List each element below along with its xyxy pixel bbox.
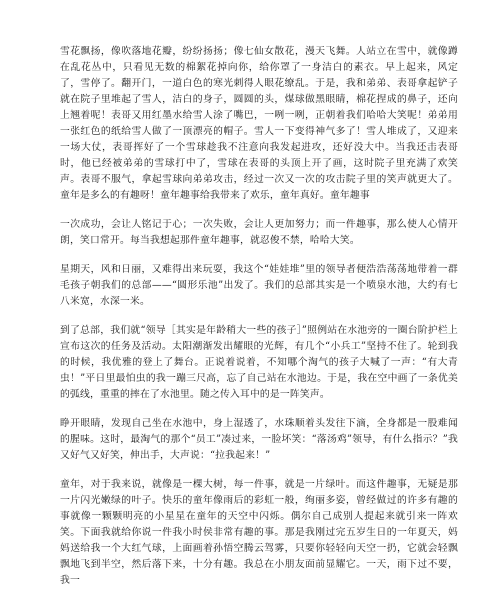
paragraph-6: 童年，对于我来说，就像是一棵大树，每一件事，就是一片绿叶。而这件趣事，无疑是那一片闪光嫩绿的叶子。快乐的童年像雨后的彩虹一般，绚丽多姿，曾经做过的许多有趣的事就像一颗颗明亮的小星星在童年的天空中闪烁。偶尔自己成别人提起来就引来一阵欢笑。下面我就给你说一件我小时侯非常有趣的事。那是我刚过完五岁生日的一年夏天，妈妈送给我一个大红气球，上面画着孙悟空腾云驾雾，只要你轻轻向天空一扔，它就会轻飘飘地飞到半空，然后落下来，十分有趣。我总在小朋友面前显耀它。一天，雨下过不要，我一 bbox=[60, 479, 458, 586]
paragraph-5: 睁开眼睛，发现自己坐在水池中，身上湿透了，水珠顺着头发往下滴，全身都是一股难闻的腥味。这时，最淘气的那个“员工”凑过来，一脸坏笑：“落汤鸡”领导，有什么指示？”我又好气又好笑，伸出手，大声说：“拉我起来！” bbox=[60, 418, 458, 461]
paragraph-1: 雪花飘扬，像吹落地花瓣，纷纷扬扬；像七仙女散花，漫天飞舞。人站立在雪中，就像蹲在乱花丛中，只看见无数的棉絮花掉向你，给你罩了一身洁白的素衣。早上起来，风定了，雪停了。翻开门，一道白色的寒光刺得人眼花缭乱。于是，我和弟弟、表哥拿起铲子就在院子里堆起了雪人，洁白的身子，圆圆的头，煤球做黑眼睛，棉花捏成的鼻子，还向上翘着呢！表哥又用红墨水给雪人涂了嘴巴，一咧一咧，正朝着我们哈哈大笑呢！弟弟用一张红色的纸给雪人做了一顶漂亮的帽子。雪人一下变得神气多了！雪人堆成了，又迎来一场大仗，表哥挥好了一个雪球趁我不注意向我发起进攻，还好没大中。当我还击表哥时，他已经被弟弟的雪球打中了，雪球在表哥的头顶上开了画，这时院子里充满了欢笑声。表哥不服气，拿起雪球向弟弟攻击，经过一次又一次的攻击院子里的笑声就更大了。 童年是多么的有趣呀！童年趣事给我带来了欢乐，童年真好。童年趣事 bbox=[60, 46, 458, 201]
paragraph-2: 一次成功，会让人铭记于心；一次失败，会让人更加努力；而一件趣事，那么使人心情开朗，笑口常开。每当我想起那件童年趣事，就忍俊不禁，哈哈大笑。 bbox=[60, 219, 458, 246]
paragraph-4: 到了总部，我们就“领导［其实是年龄稍大一些的孩子］”照例站在水池旁的一圈台阶护栏上宣布这次的任务及活动。太阳潮渐发出耀眼的光辉，有几个“小兵工”坚持不住了。轮到我的时候，我优雅的登上了舞台。正说着说着，不知哪个淘气的孩子大喊了一声：“有大青虫！”平日里最怕虫的我一蹦三尺高，忘了自己站在水池边。于是，我在空中画了一条优美的弧线，重重的摔在了水池里。随之传入耳中的是一阵笑声。 bbox=[60, 325, 458, 400]
paragraph-3: 星期天，风和日丽，又难得出来玩耍，我这个“娃娃堆”里的领导者便浩浩荡荡地带着一群毛孩子朝我们的总部——“圆形乐池”出发了。我们的总部其实是一个喷泉水池，大约有七八米宽，水深一米。 bbox=[60, 264, 458, 307]
